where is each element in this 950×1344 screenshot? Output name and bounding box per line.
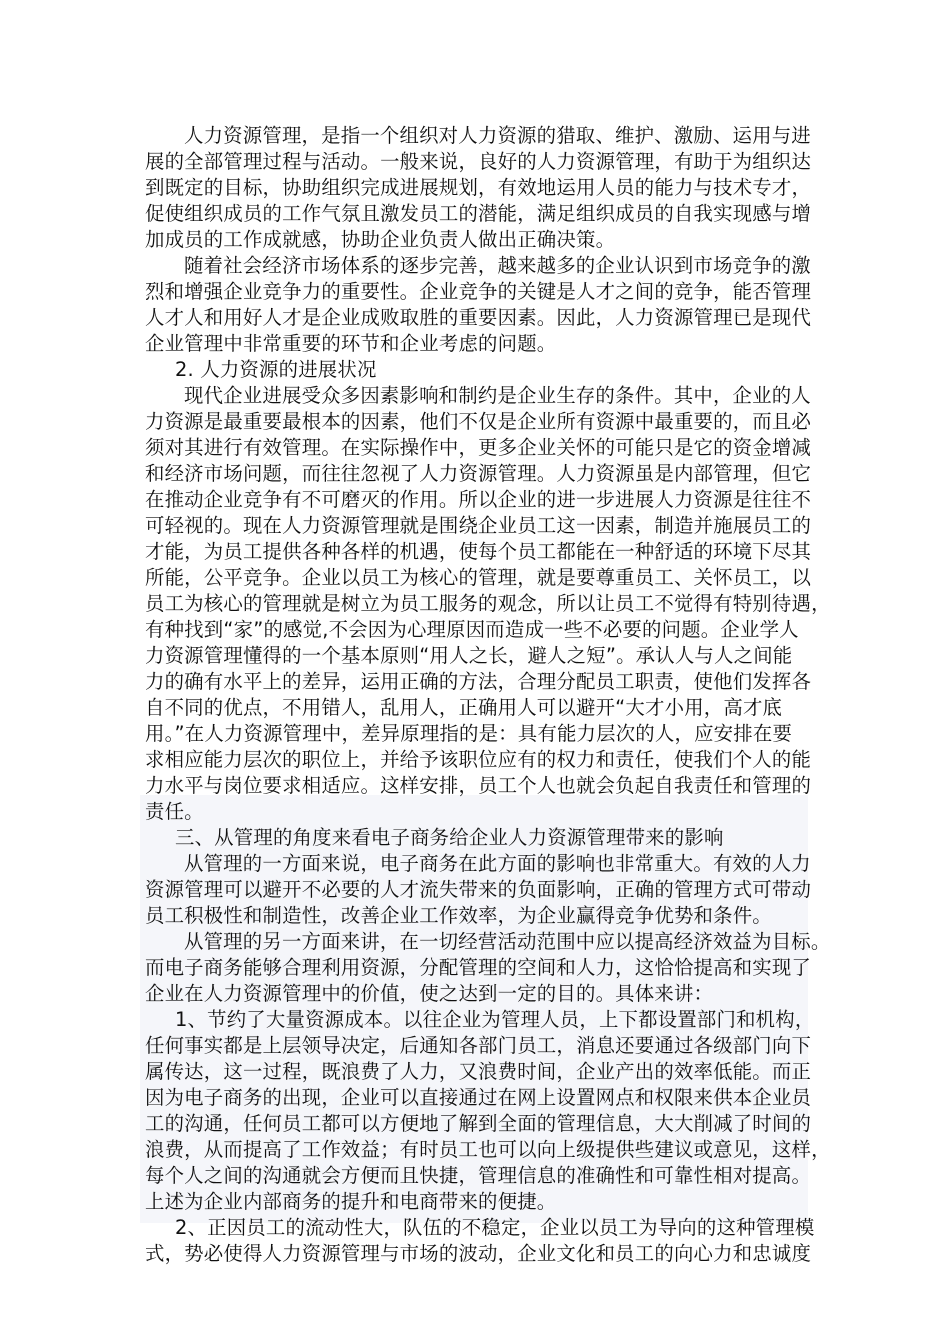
section-heading-3: 三、从管理的角度来看电子商务给企业人力资源管理带来的影响 (175, 826, 724, 849)
para3-line-2: 力资源是最重要最根本的因素，他们不仅是企业所有资源中最重要的，而且必 (145, 410, 812, 433)
item1-line-1: 1、节约了大量资源成本。以往企业为管理人员，上下都设置部门和机构， (175, 1008, 815, 1031)
para3-line-8: 所能，公平竞争。企业以员工为核心的管理，就是要尊重员工、关怀员工，以 (145, 566, 812, 589)
para3-line-1: 现代企业进展受众多因素影响和制约是企业生存的条件。其中，企业的人 (184, 384, 811, 407)
para3-line-10: 有种找到“家”的感觉,不会因为心理原因而造成一些不必要的问题。企业学人 (145, 618, 799, 641)
item1-line-2: 任何事实都是上层领导决定，后通知各部门员工，消息还要通过各级部门向下 (145, 1034, 812, 1057)
item2-line-1: 2、正因员工的流动性大，队伍的不稳定，企业以员工为导向的这种管理模 (175, 1216, 815, 1239)
para3-line-3: 须对其进行有效管理。在实际操作中，更多企业关怀的可能只是它的资金增减 (145, 436, 812, 459)
para4-line-2: 资源管理可以避开不必要的人才流失带来的负面影响，正确的管理方式可带动 (145, 878, 812, 901)
item1-line-8: 上述为企业内部商务的提升和电商带来的便捷。 (145, 1190, 557, 1213)
para3-line-16: 力水平与岗位要求相适应。这样安排，员工个人也就会负起自我责任和管理的 (145, 774, 812, 797)
para2-line-1: 随着社会经济市场体系的逐步完善，越来越多的企业认识到市场竞争的激 (184, 254, 811, 277)
para5-line-2: 而电子商务能够合理利用资源，分配管理的空间和人力，这恰恰提高和实现了 (145, 956, 812, 979)
section-heading-2: 2. 人力资源的进展状况 (175, 358, 377, 381)
para3-line-15: 求相应能力层次的职位上，并给予该职位应有的权力和责任，使我们个人的能 (145, 748, 812, 771)
para5-line-3: 企业在人力资源管理中的价值，使之达到一定的目的。具体来讲： (145, 982, 714, 1005)
para3-line-6: 可轻视的。现在人力资源管理就是围绕企业员工这一因素，制造并施展员工的 (145, 514, 812, 537)
para4-line-3: 员工积极性和制造性，改善企业工作效率，为企业赢得竞争优势和条件。 (145, 904, 772, 927)
para1-line-1: 人力资源管理，是指一个组织对人力资源的猎取、维护、激励、运用与进 (184, 124, 811, 147)
item2-line-2: 式，势必使得人力资源管理与市场的波动，企业文化和员工的向心力和忠诚度 (145, 1242, 812, 1265)
para3-line-12: 力的确有水平上的差异，运用正确的方法，合理分配员工职责，使他们发挥各 (145, 670, 812, 693)
para5-line-1: 从管理的另一方面来讲，在一切经营活动范围中应以提高经济效益为目标。 (184, 930, 831, 953)
para1-line-5: 加成员的工作成就感，协助企业负责人做出正确决策。 (145, 228, 616, 251)
para1-line-4: 促使组织成员的工作气氛且激发员工的潜能，满足组织成员的自我实现感与增 (145, 202, 812, 225)
para3-line-9: 员工为核心的管理就是树立为员工服务的观念，所以让员工不觉得有特别待遇， (145, 592, 831, 615)
para1-line-3: 到既定的目标，协助组织完成进展规划，有效地运用人员的能力与技术专才， (145, 176, 812, 199)
para3-line-7: 才能，为员工提供各种各样的机遇，使每个员工都能在一种舒适的环境下尽其 (145, 540, 812, 563)
para3-line-4: 和经济市场问题，而往往忽视了人力资源管理。人力资源虽是内部管理，但它 (145, 462, 812, 485)
para2-line-2: 烈和增强企业竞争力的重要性。企业竞争的关键是人才之间的竞争，能否管理 (145, 280, 812, 303)
para4-line-1: 从管理的一方面来说，电子商务在此方面的影响也非常重大。有效的人力 (184, 852, 811, 875)
para3-line-11: 力资源管理懂得的一个基本原则“用人之长，避人之短”。承认人与人之间能 (145, 644, 793, 667)
para3-line-5: 在推动企业竞争有不可磨灭的作用。所以企业的进一步进展人力资源是往往不 (145, 488, 812, 511)
para3-line-13: 自不同的优点，不用错人，乱用人，正确用人可以避开“大才小用，高才底 (145, 696, 783, 719)
para2-line-3: 人才人和用好人才是企业成败取胜的重要因素。因此，人力资源管理已是现代 (145, 306, 812, 329)
item1-line-4: 因为电子商务的出现，企业可以直接通过在网上设置网点和权限来供本企业员 (145, 1086, 812, 1109)
item1-line-5: 工的沟通，任何员工都可以方便地了解到全面的管理信息，大大削减了时间的 (145, 1112, 812, 1135)
item1-line-3: 属传达，这一过程，既浪费了人力，又浪费时间，企业产出的效率低能。而正 (145, 1060, 812, 1083)
para2-line-4: 企业管理中非常重要的环节和企业考虑的问题。 (145, 332, 557, 355)
item1-line-6: 浪费，从而提高了工作效益；有时员工也可以向上级提供些建议或意见，这样， (145, 1138, 831, 1161)
para1-line-2: 展的全部管理过程与活动。一般来说，良好的人力资源管理，有助于为组织达 (145, 150, 812, 173)
item1-line-7: 每个人之间的沟通就会方便而且快捷，管理信息的准确性和可靠性相对提高。 (145, 1164, 812, 1187)
para3-line-17: 责任。 (145, 800, 204, 823)
para3-line-14: 用。”在人力资源管理中，差异原理指的是：具有能力层次的人，应安排在要 (145, 722, 793, 745)
